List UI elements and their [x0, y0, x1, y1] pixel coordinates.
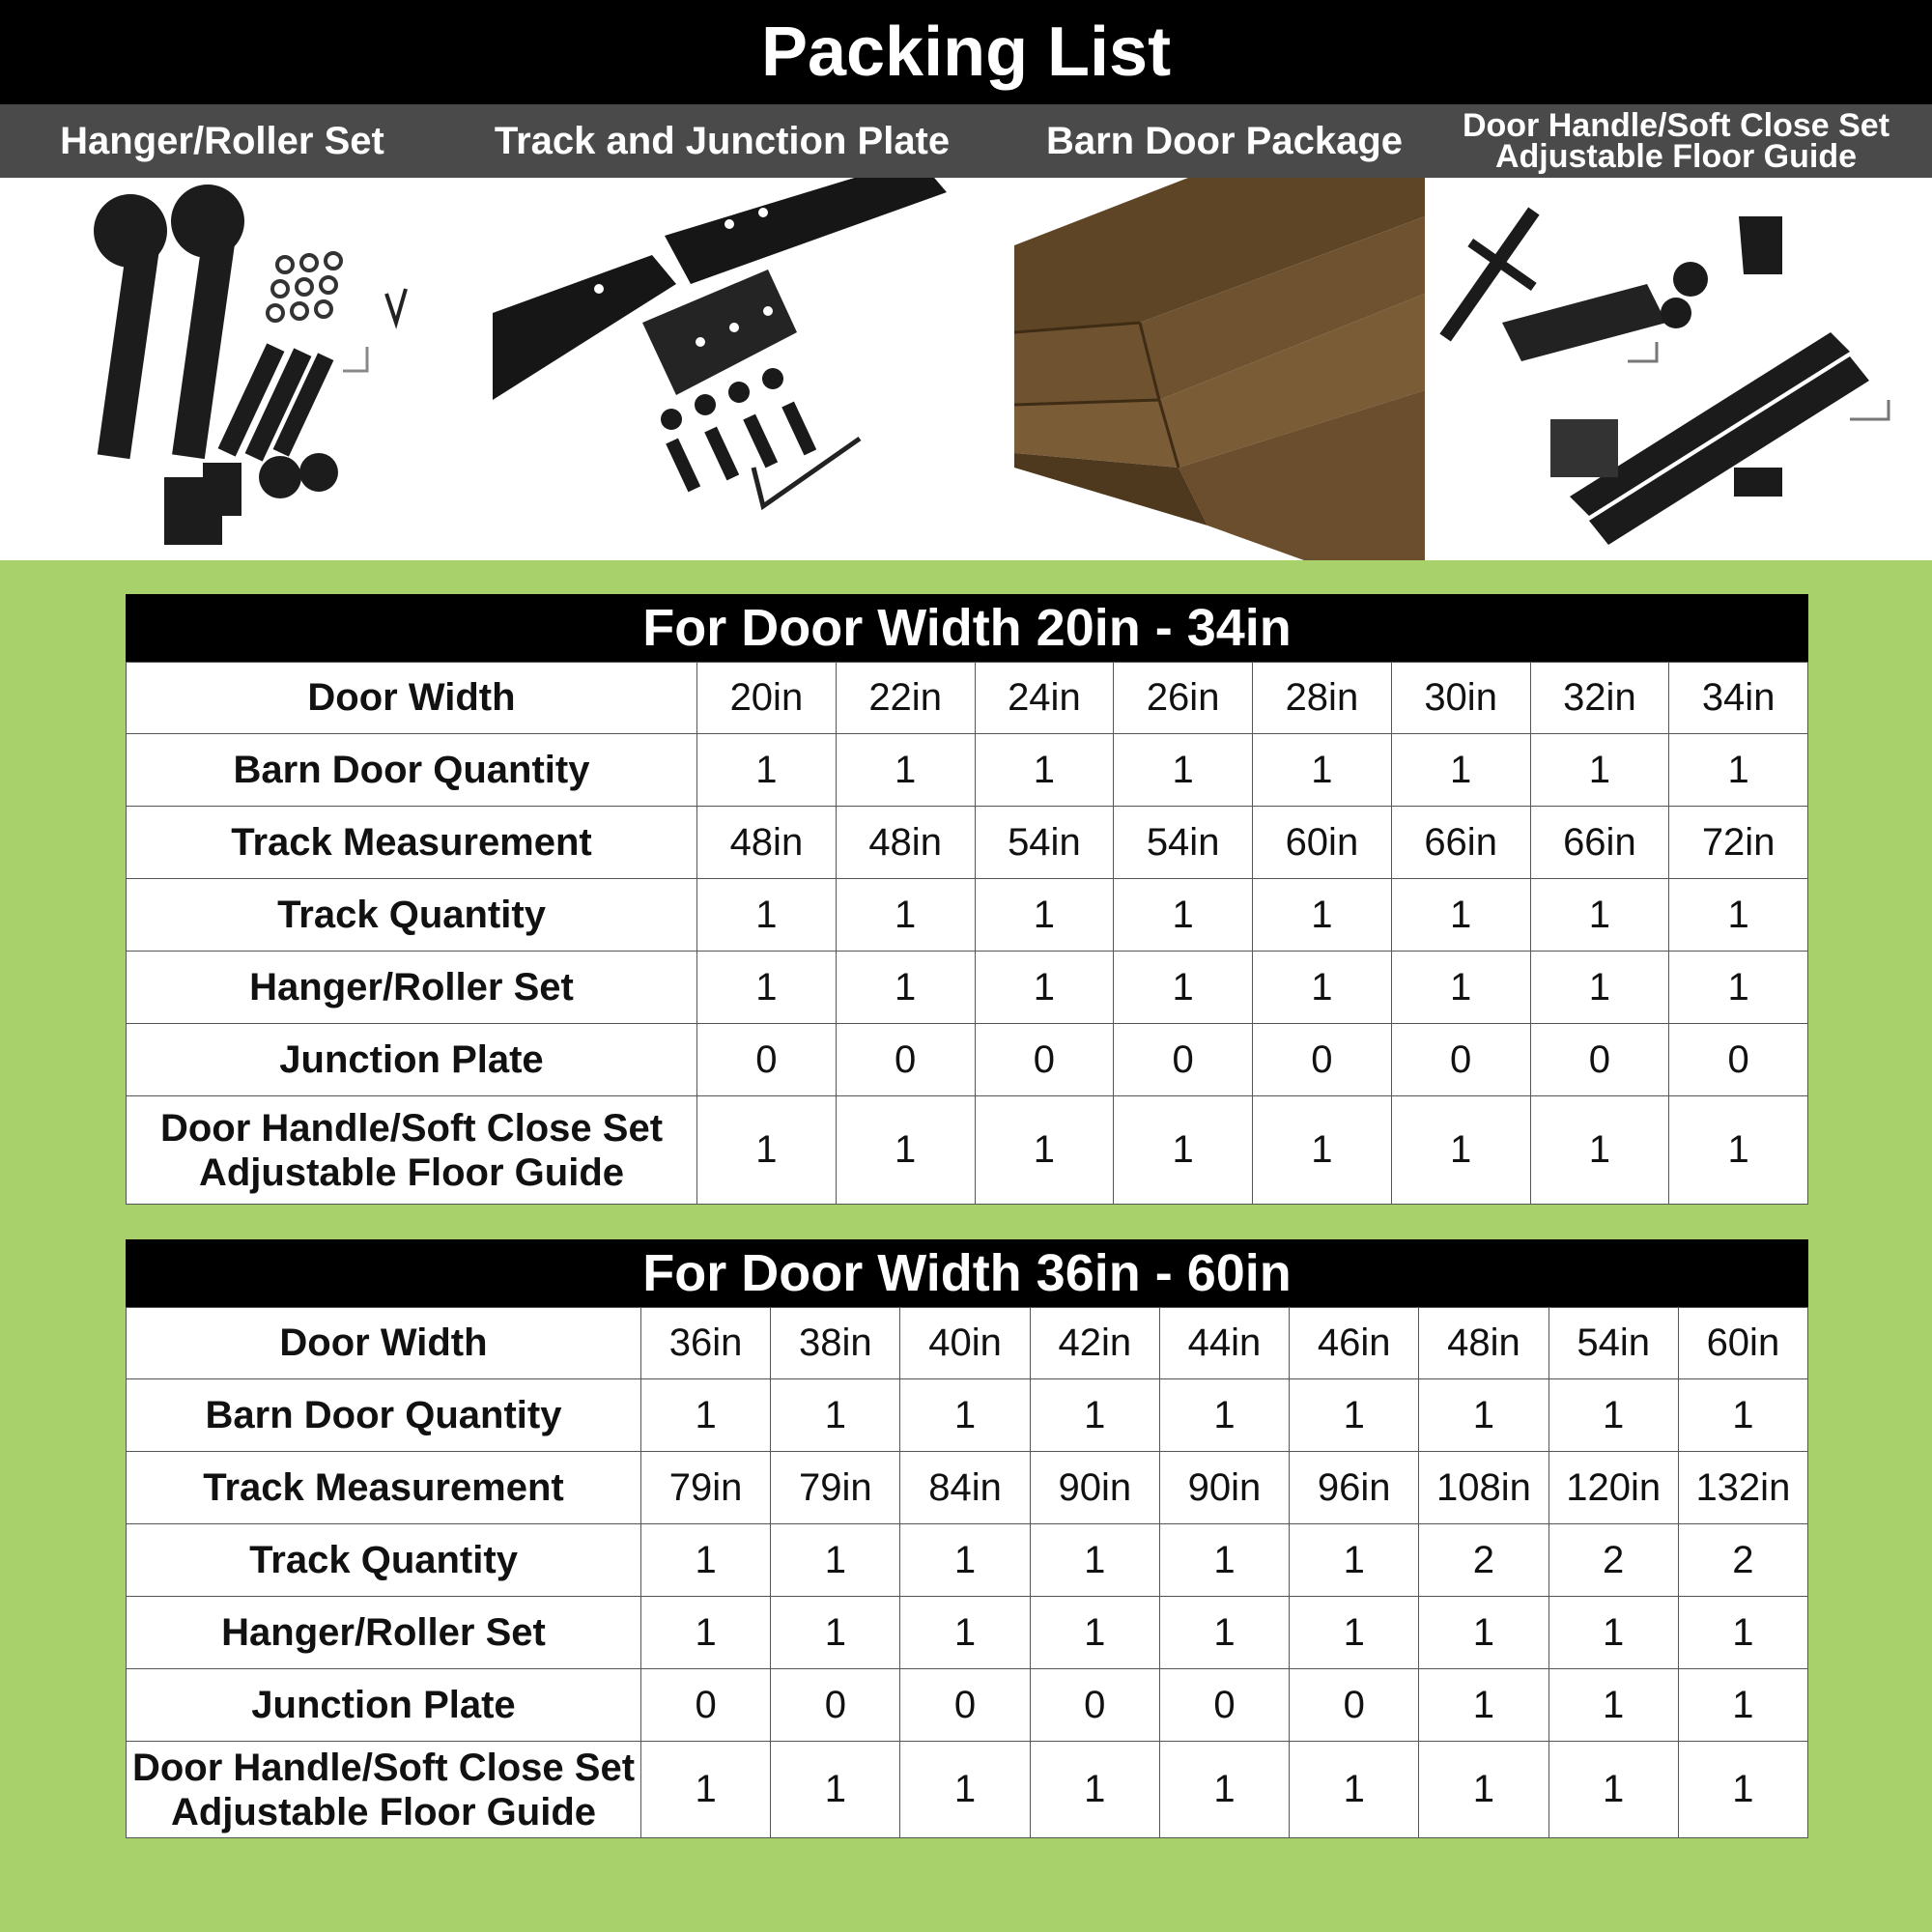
table-row-hanger: [127, 952, 1808, 1024]
table-cell: 1: [1419, 1742, 1548, 1838]
table-cell: 1: [697, 734, 837, 807]
table-cell: 1: [697, 879, 837, 952]
category-handle-label: [1420, 104, 1932, 178]
table-cell: 2: [1678, 1524, 1807, 1597]
table-cell: 1: [1548, 1597, 1678, 1669]
table-cell: 1: [771, 1597, 900, 1669]
table-cell: 0: [836, 1024, 975, 1096]
table-cell: 1: [1419, 1379, 1548, 1452]
table-heading: For Door Width 36in - 60in: [126, 1239, 1808, 1307]
row-label: Hanger/Roller Set: [127, 1597, 641, 1669]
table-cell: 0: [771, 1669, 900, 1742]
row-label: [127, 1096, 697, 1205]
hanger-roller-photo: [0, 178, 473, 560]
table-cell: 1: [1530, 1096, 1669, 1205]
table-cell: 1: [1669, 879, 1808, 952]
table-cell: 1: [1678, 1597, 1807, 1669]
table-cell: 1: [697, 952, 837, 1024]
table-cell: 0: [641, 1669, 771, 1742]
table-cell: 1: [1548, 1379, 1678, 1452]
table-cell: 1: [1030, 1742, 1159, 1838]
product-photo-row: [0, 178, 1932, 560]
table-cell: 2: [1419, 1524, 1548, 1597]
row-label: Barn Door Quantity: [127, 1379, 641, 1452]
table-cell: 1: [1159, 1597, 1289, 1669]
handle-softclose-photo: [1425, 178, 1932, 560]
table-cell: 1: [836, 1096, 975, 1205]
table-cell: 66in: [1530, 807, 1669, 879]
row-label: Track Quantity: [127, 879, 697, 952]
table-cell: 34in: [1669, 663, 1808, 734]
row-label: [127, 1742, 641, 1838]
table-cell: 1: [975, 952, 1114, 1024]
table-cell: 0: [1030, 1669, 1159, 1742]
row-label: Junction Plate: [127, 1669, 641, 1742]
table-cell: 1: [771, 1524, 900, 1597]
table-row-track-qty: [127, 1524, 1808, 1597]
table-cell: 0: [1391, 1024, 1530, 1096]
table-cell: 1: [641, 1597, 771, 1669]
table-cell: 1: [975, 734, 1114, 807]
table-row-track-measurement: [127, 1452, 1808, 1524]
table-cell: 26in: [1114, 663, 1253, 734]
table-cell: 1: [1114, 1096, 1253, 1205]
table-cell: 1: [1159, 1524, 1289, 1597]
table-cell: 1: [1030, 1379, 1159, 1452]
row-label-line2: Adjustable Floor Guide: [170, 1790, 597, 1833]
row-label: Door Width: [127, 663, 697, 734]
table-cell: 1: [1253, 1096, 1392, 1205]
table-cell: 1: [641, 1524, 771, 1597]
table-cell: 42in: [1030, 1308, 1159, 1379]
table-cell: 90in: [1159, 1452, 1289, 1524]
table-cell: 22in: [836, 663, 975, 734]
table-row-track-qty: [127, 879, 1808, 952]
table-row-handle: [127, 1742, 1808, 1838]
table-cell: 1: [1669, 1096, 1808, 1205]
table-cell: 1: [771, 1379, 900, 1452]
table-cell: 0: [1530, 1024, 1669, 1096]
table-cell: 1: [975, 1096, 1114, 1205]
row-label-line1: Door Handle/Soft Close Set: [131, 1746, 636, 1789]
table-cell: 1: [1419, 1597, 1548, 1669]
table-cell: 1: [1253, 734, 1392, 807]
table-cell: 1: [1548, 1669, 1678, 1742]
table-cell: 72in: [1669, 807, 1808, 879]
table-cell: 32in: [1530, 663, 1669, 734]
table-row-junction: [127, 1669, 1808, 1742]
table-cell: 79in: [641, 1452, 771, 1524]
table-cell: 1: [900, 1742, 1030, 1838]
table-cell: 1: [1678, 1742, 1807, 1838]
table-cell: 120in: [1548, 1452, 1678, 1524]
table-cell: 48in: [836, 807, 975, 879]
table-cell: 1: [900, 1379, 1030, 1452]
table-cell: 20in: [697, 663, 837, 734]
table-row-door-width: [127, 1308, 1808, 1379]
table-cell: 108in: [1419, 1452, 1548, 1524]
table-cell: 1: [1114, 952, 1253, 1024]
packing-table-36-60: [126, 1239, 1808, 1838]
table-cell: 54in: [1114, 807, 1253, 879]
table-cell: 48in: [1419, 1308, 1548, 1379]
table-cell: 1: [1030, 1597, 1159, 1669]
table-cell: 54in: [1548, 1308, 1678, 1379]
category-track-label: Track and Junction Plate: [494, 120, 951, 162]
table-cell: 30in: [1391, 663, 1530, 734]
row-label: Track Measurement: [127, 1452, 641, 1524]
table-cell: 1: [975, 879, 1114, 952]
table-cell: 24in: [975, 663, 1114, 734]
table-cell: 1: [1678, 1379, 1807, 1452]
table-cell: 1: [1114, 879, 1253, 952]
table-cell: 0: [697, 1024, 837, 1096]
row-label-line1: Door Handle/Soft Close Set: [159, 1106, 664, 1150]
table-cell: 1: [1391, 1096, 1530, 1205]
table-cell: 0: [1114, 1024, 1253, 1096]
table-cell: 1: [697, 1096, 837, 1205]
category-door-label: Barn Door Package: [1045, 120, 1404, 162]
table-cell: 1: [771, 1742, 900, 1838]
table-cell: 28in: [1253, 663, 1392, 734]
table-cell: 1: [836, 952, 975, 1024]
table-row-junction: [127, 1024, 1808, 1096]
table-cell: 1: [1669, 952, 1808, 1024]
table-cell: 40in: [900, 1308, 1030, 1379]
table-cell: 1: [1391, 879, 1530, 952]
table-cell: 1: [1290, 1524, 1419, 1597]
table-cell: 48in: [697, 807, 837, 879]
table-row-track-measurement: [127, 807, 1808, 879]
table-cell: 1: [1548, 1742, 1678, 1838]
table-cell: 1: [1030, 1524, 1159, 1597]
table-cell: 0: [975, 1024, 1114, 1096]
table-cell: 96in: [1290, 1452, 1419, 1524]
category-handle-line1: Door Handle/Soft Close Set: [1462, 107, 1890, 144]
table-cell: 1: [641, 1742, 771, 1838]
table-cell: 54in: [975, 807, 1114, 879]
table-cell: 1: [641, 1379, 771, 1452]
table-cell: 1: [1530, 952, 1669, 1024]
row-label: Barn Door Quantity: [127, 734, 697, 807]
barn-door-photo: [1014, 178, 1425, 560]
table-cell: 0: [1159, 1669, 1289, 1742]
table-cell: 90in: [1030, 1452, 1159, 1524]
hanger-roller-illustration: [0, 178, 473, 560]
table-cell: 1: [900, 1597, 1030, 1669]
table-cell: 1: [1391, 734, 1530, 807]
table-cell: 1: [836, 879, 975, 952]
table-cell: 1: [836, 734, 975, 807]
table-cell: 44in: [1159, 1308, 1289, 1379]
category-hanger-label: Hanger/Roller Set: [60, 120, 384, 162]
spec-table: [126, 662, 1808, 1205]
category-bar: [0, 104, 1932, 178]
handle-softclose-illustration: [1425, 178, 1932, 560]
table-cell: 0: [1253, 1024, 1392, 1096]
table-cell: 1: [900, 1524, 1030, 1597]
table-cell: 1: [1290, 1742, 1419, 1838]
table-cell: 1: [1253, 952, 1392, 1024]
table-cell: 60in: [1678, 1308, 1807, 1379]
track-plate-illustration: [473, 178, 1014, 560]
table-cell: 1: [1419, 1669, 1548, 1742]
table-cell: 0: [1669, 1024, 1808, 1096]
table-row-hanger: [127, 1597, 1808, 1669]
table-cell: 1: [1114, 734, 1253, 807]
table-cell: 1: [1253, 879, 1392, 952]
table-row-barn-door-qty: [127, 1379, 1808, 1452]
table-cell: 1: [1159, 1379, 1289, 1452]
table-cell: 46in: [1290, 1308, 1419, 1379]
wood-planks-illustration: [1014, 178, 1425, 560]
table-cell: 1: [1290, 1597, 1419, 1669]
table-cell: 0: [1290, 1669, 1419, 1742]
table-cell: 1: [1290, 1379, 1419, 1452]
table-cell: 0: [900, 1669, 1030, 1742]
table-cell: 1: [1159, 1742, 1289, 1838]
table-cell: 60in: [1253, 807, 1392, 879]
row-label: Door Width: [127, 1308, 641, 1379]
row-label: Track Measurement: [127, 807, 697, 879]
table-cell: 84in: [900, 1452, 1030, 1524]
table-cell: 132in: [1678, 1452, 1807, 1524]
table-cell: 1: [1391, 952, 1530, 1024]
row-label: Junction Plate: [127, 1024, 697, 1096]
table-heading: For Door Width 20in - 34in: [126, 594, 1808, 662]
table-cell: 2: [1548, 1524, 1678, 1597]
table-row-barn-door-qty: [127, 734, 1808, 807]
table-cell: 79in: [771, 1452, 900, 1524]
table-cell: 1: [1530, 734, 1669, 807]
row-label: Track Quantity: [127, 1524, 641, 1597]
page-title: Packing List: [0, 0, 1932, 104]
table-row-handle: [127, 1096, 1808, 1205]
table-cell: 1: [1530, 879, 1669, 952]
row-label-line2: Adjustable Floor Guide: [198, 1151, 625, 1194]
table-cell: 38in: [771, 1308, 900, 1379]
row-label: Hanger/Roller Set: [127, 952, 697, 1024]
packing-table-20-34: [126, 594, 1808, 1205]
table-row-door-width: [127, 663, 1808, 734]
spec-table: [126, 1307, 1808, 1838]
table-cell: 1: [1678, 1669, 1807, 1742]
table-cell: 36in: [641, 1308, 771, 1379]
track-plate-photo: [473, 178, 1014, 560]
category-handle-line2: Adjustable Floor Guide: [1494, 138, 1858, 175]
table-cell: 66in: [1391, 807, 1530, 879]
table-cell: 1: [1669, 734, 1808, 807]
